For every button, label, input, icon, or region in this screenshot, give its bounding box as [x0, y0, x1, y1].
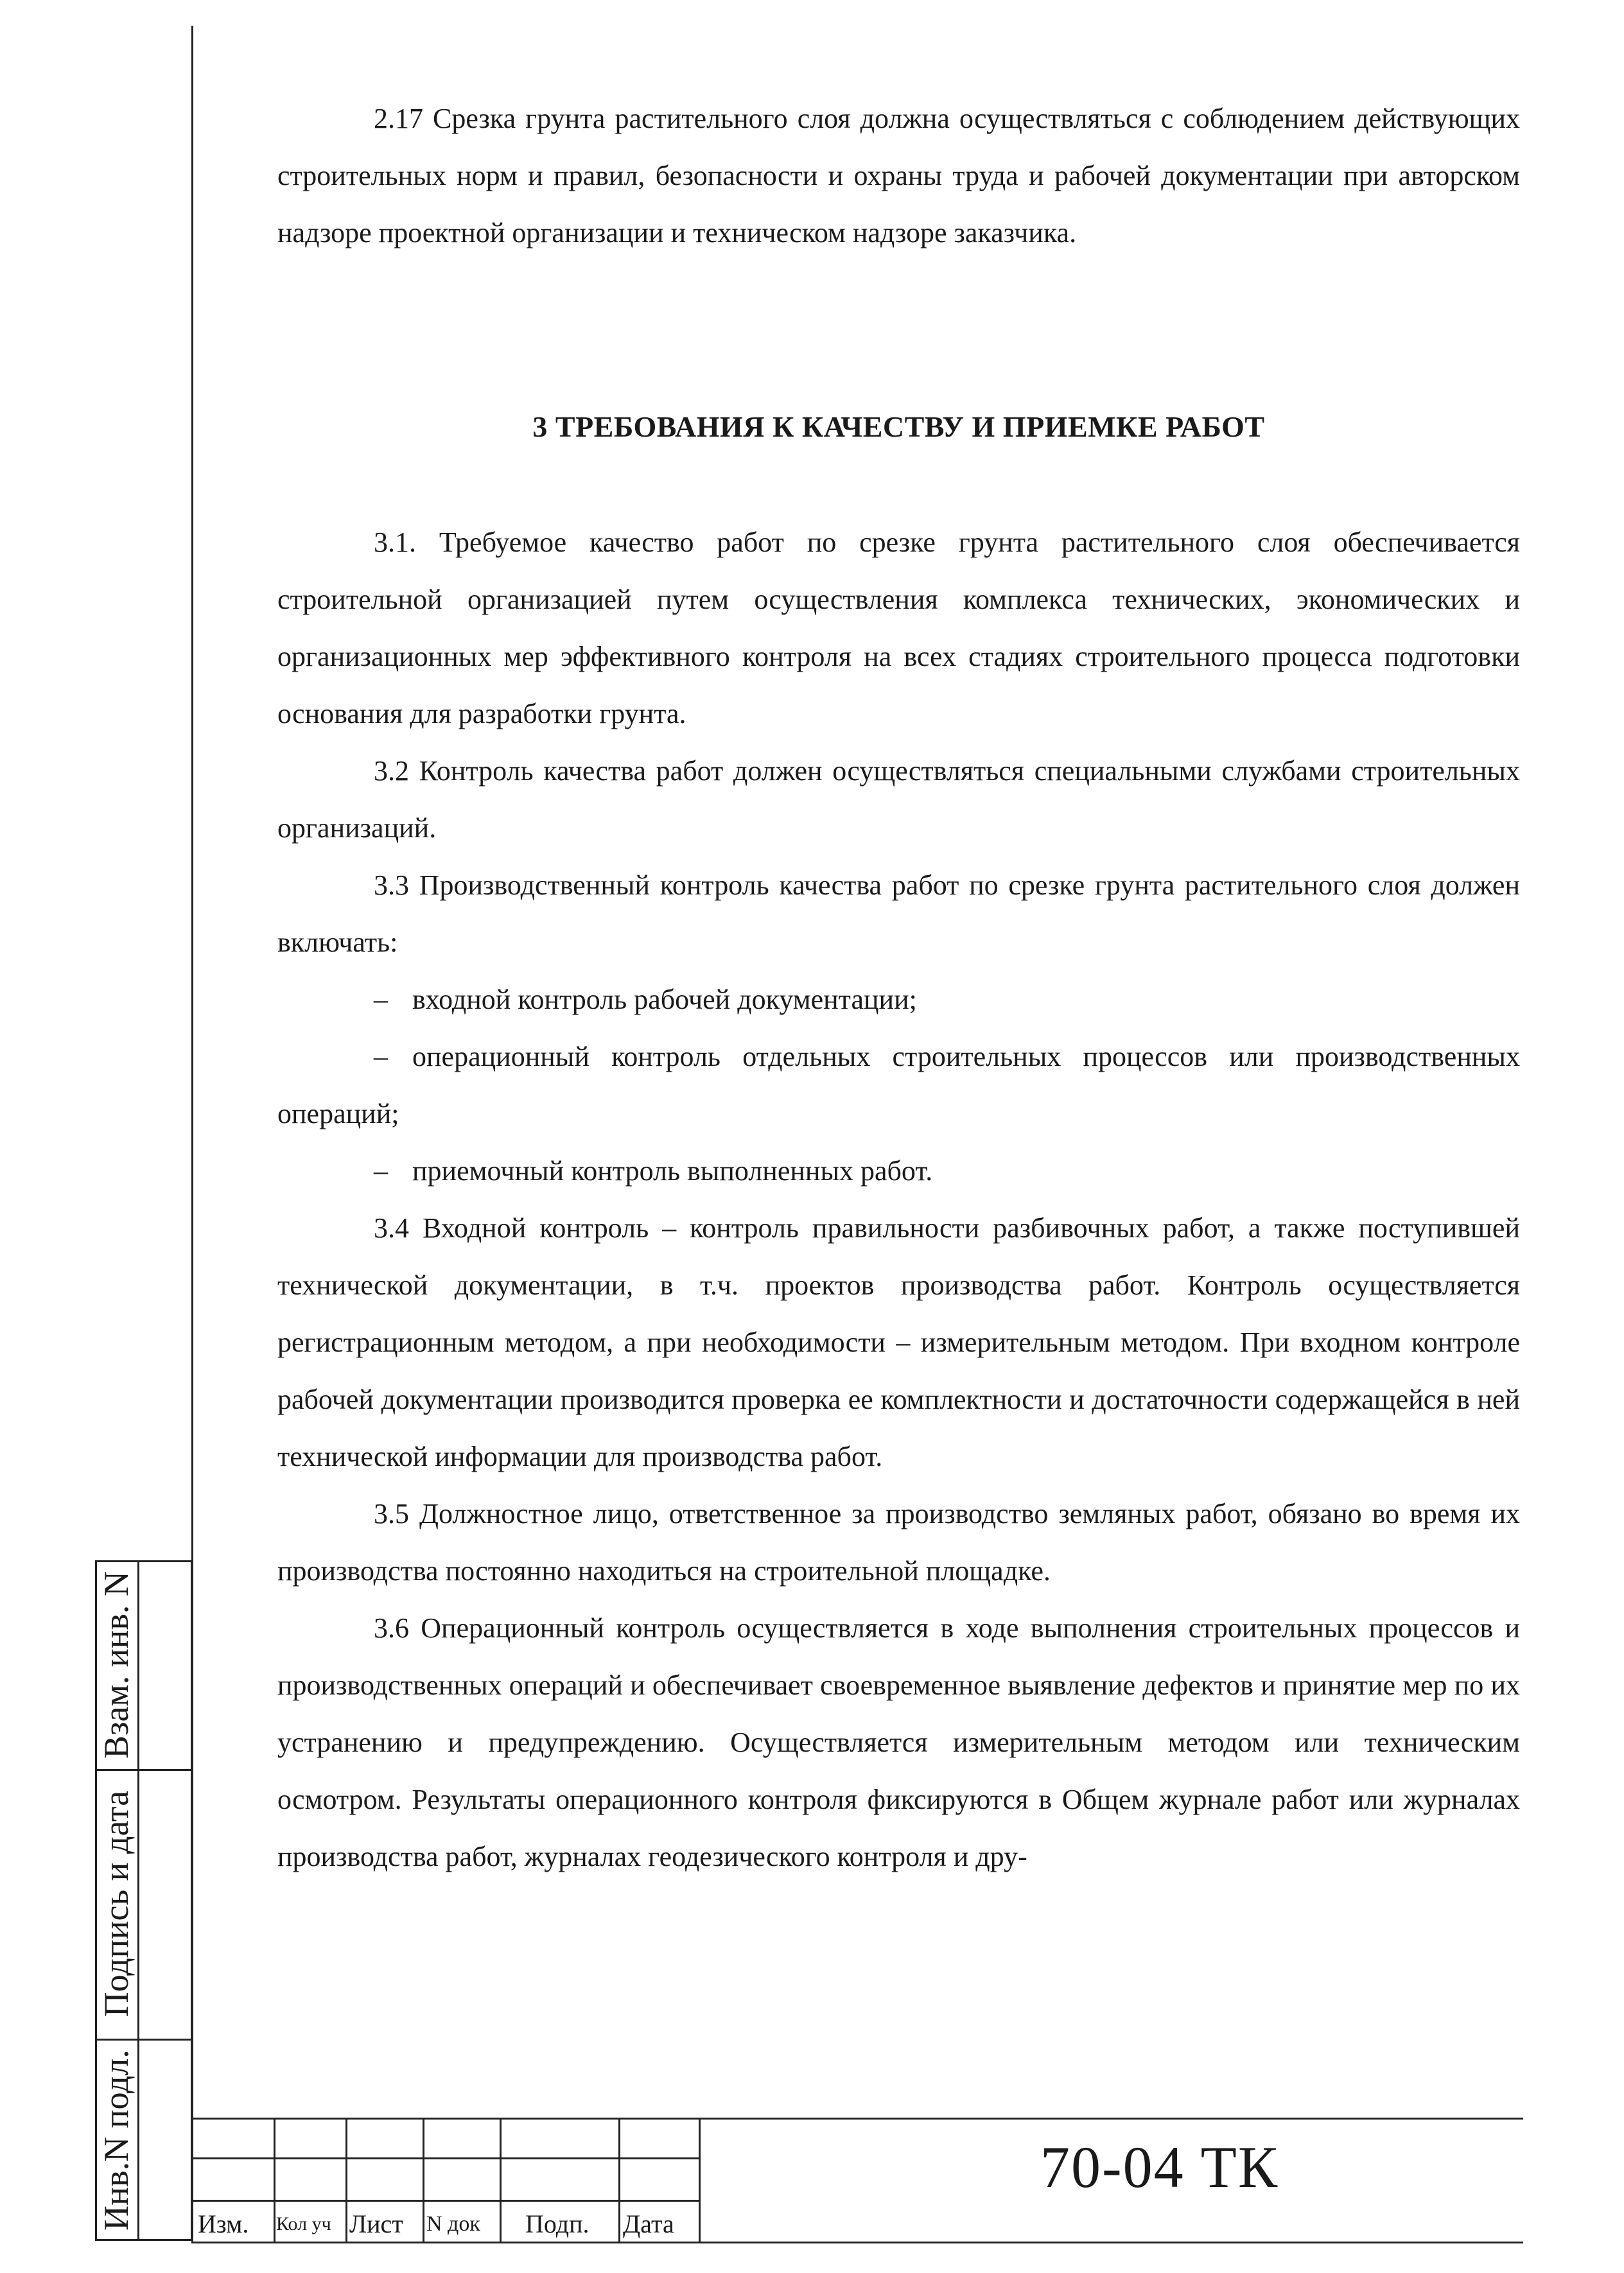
title-block-rule: [191, 2157, 699, 2159]
bullet-text-3: приемочный контроль выполненных работ.: [412, 1155, 933, 1187]
kol-uch-label: Кол уч: [276, 2213, 331, 2234]
paragraph-2-17: 2.17 Срезка грунта растительного слоя должна осуществляться с соблюдением действующих строительных норм и правил, безопасности и охраны труда и рабочей документации при авторском надзоре проектной организации и техническом надзоре заказчика.: [277, 103, 1520, 248]
list-label: Лист: [349, 2209, 403, 2238]
list-dash: –: [374, 1041, 388, 1072]
title-block-rule: [500, 2118, 502, 2243]
title-block-rule: [191, 2200, 699, 2202]
paragraph-3-2: 3.2 Контроль качества работ должен осуществляться специальными службами строительных организаций.: [277, 755, 1520, 844]
bullet-text-2: операционный контроль отдельных строительных процессов или производственных операций;: [277, 1041, 1520, 1129]
data-label: Дата: [623, 2209, 674, 2238]
podpis-data-label: Подпись и дата: [97, 1790, 136, 2017]
paragraph-3-5: 3.5 Должностное лицо, ответственное за производство земляных работ, обязано во время их производства постоянно находиться на строительной площадке.: [277, 1498, 1520, 1587]
list-item: [277, 1142, 1520, 1199]
title-block: [191, 2118, 1523, 2246]
title-block-rule: [699, 2118, 701, 2243]
section-3-body: [277, 514, 1520, 1885]
list-dash: –: [374, 1155, 388, 1187]
section-heading: 3 ТРЕБОВАНИЯ К КАЧЕСТВУ И ПРИЕМКЕ РАБОТ: [532, 410, 1265, 443]
inv-podl-cell: [95, 2039, 137, 2241]
title-block-rule: [191, 2242, 1523, 2243]
title-block-rule: [618, 2118, 620, 2243]
side-stamp: [95, 1560, 193, 2241]
izm-label: Изм.: [198, 2209, 249, 2238]
list-item: [277, 971, 1520, 1028]
title-block-rule: [274, 2118, 275, 2243]
inv-podl-label: Инв.N подл.: [97, 2049, 135, 2231]
side-stamp-divider: [137, 1560, 139, 2241]
vzam-inv-label: Взам. инв. N: [97, 1571, 135, 1759]
bullet-text-1: входной контроль рабочей документации;: [412, 984, 917, 1015]
paragraph-3-3: 3.3 Производственный контроль качества работ по срезке грунта растительного слоя должен включать:: [277, 869, 1520, 958]
vzam-inv-cell: [95, 1560, 137, 1769]
podpis-data-cell: [95, 1769, 137, 2039]
paragraph-3-1: 3.1. Требуемое качество работ по срезке грунта растительного слоя обеспечивается строительной организацией путем осуществления комплекса технических, экономических и организационных мер эффективного контроля на всех стадиях строительного процесса подготовки основания для разработки грунта.: [277, 527, 1520, 729]
document-code: 70-04 ТК: [1040, 2134, 1279, 2200]
n-dok-label: N док: [426, 2212, 480, 2236]
paragraph-3-4: 3.4 Входной контроль – контроль правильности разбивочных работ, а также поступившей технической документации, в т.ч. проектов производства работ. Контроль осуществляется регистрационным методом, а при необходимости – измерительным методом. При входном контроле рабочей документации производится проверка ее комплектности и достаточности содержащейся в ней технической информации для производства работ.: [277, 1212, 1520, 1472]
title-block-rule: [345, 2118, 347, 2243]
list-item: [277, 1028, 1520, 1142]
section-2-17: [277, 90, 1520, 261]
title-block-rule: [191, 2118, 1523, 2120]
title-block-rule: [191, 2118, 193, 2243]
paragraph-3-6: 3.6 Операционный контроль осуществляется в ходе выполнения строительных процессов и производственных операций и обеспечивает своевременное выявление дефектов и принятие мер по их устранению и предупреждению. Осуществляется измерительным методом или техническим осмотром. Результаты операционного контроля фиксируются в Общем журнале работ или журналах производства работ, журналах геодезического контроля и дру-: [277, 1612, 1520, 1872]
title-block-rule: [423, 2118, 424, 2243]
podp-label: Подп.: [525, 2209, 589, 2238]
list-dash: –: [374, 984, 388, 1015]
